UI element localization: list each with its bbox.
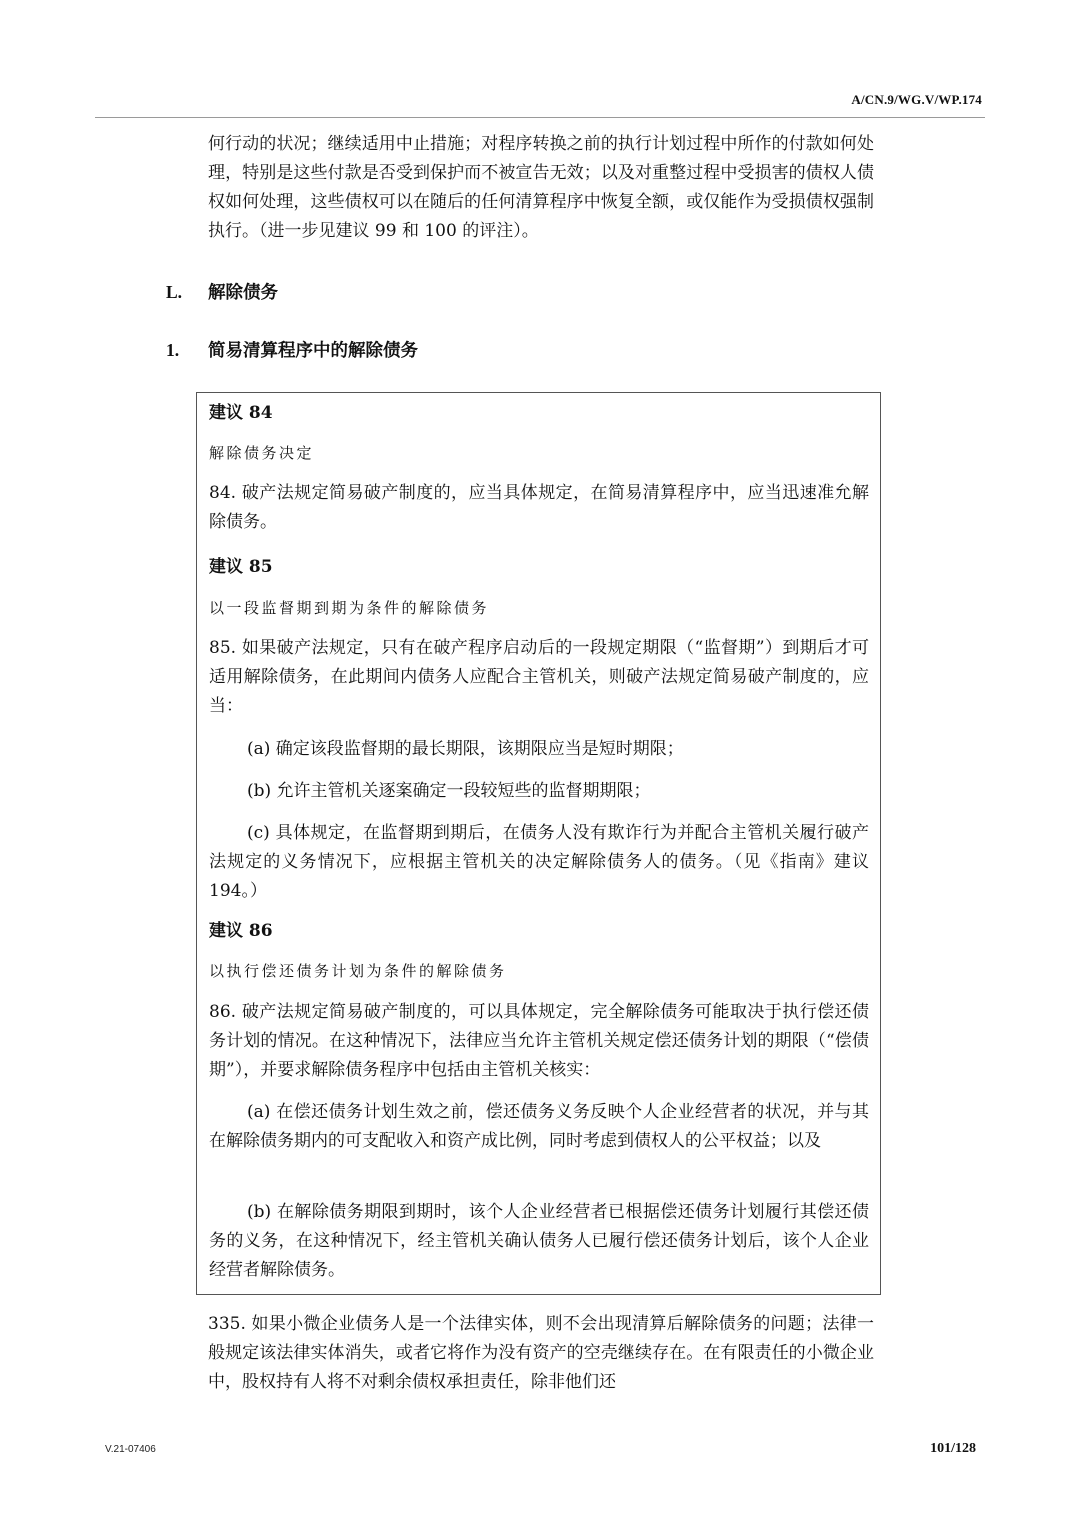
- rec-85-title: 建议 85: [209, 557, 273, 577]
- rec-85-item-b: (b) 允许主管机关逐案确定一段较短些的监督期期限；: [247, 781, 651, 801]
- paragraph-335: 335. 如果小微企业债务人是一个法律实体，则不会出现清算后解除债务的问题；法律一般规定该法律实体消失，或者它将作为没有资产的空壳继续存在。在有限责任的小微企业中，股权持有人将不对剩余债权承担责任，除非他们还: [208, 1314, 874, 1392]
- rec-84-subtitle: 解除债务决定: [209, 444, 315, 462]
- job-number: V.21-07406: [105, 1444, 156, 1455]
- intro-paragraph: 何行动的状况；继续适用中止措施；对程序转换之前的执行计划过程中所作的付款如何处理，特别是这些付款是否受到保护而不被宣告无效；以及对重整过程中受损害的债权人债权如何处理，这些债权可以在随后的任何清算程序中恢复全额，或仅能作为受损债权强制执行。（进一步见建议 99 和 100 的评注）。: [208, 134, 874, 241]
- rec-85-item-c: (c) 具体规定，在监督期到期后，在债务人没有欺诈行为并配合主管机关履行破产法规定的义务情况下，应根据主管机关的决定解除债务人的债务。（见《指南》建议 194。）: [209, 823, 869, 901]
- rec-84-title: 建议 84: [209, 403, 273, 423]
- section-heading-l: [166, 280, 278, 305]
- rec-86-item-b: (b) 在解除债务期限到期时，该个人企业经营者已根据偿还债务计划履行其偿还债务的义务，在这种情况下，经主管机关确认债务人已履行偿还债务计划后，该个人企业经营者解除债务。: [209, 1202, 869, 1280]
- recommendations-box: [196, 392, 881, 1295]
- rec-84-text: 84. 破产法规定简易破产制度的，应当具体规定，在简易清算程序中，应当迅速准允解除债务。: [209, 483, 869, 532]
- subsection-heading-1: [166, 338, 418, 363]
- rec-86-text: 86. 破产法规定简易破产制度的，可以具体规定，完全解除债务可能取决于执行偿还债务计划的情况。在这种情况下，法律应当允许主管机关规定偿还债务计划的期限（“偿债期”），并要求解除债务程序中包括由主管机关核实：: [209, 1002, 869, 1080]
- rec-86-subtitle: 以执行偿还债务计划为条件的解除债务: [209, 962, 507, 980]
- subsection-title: 简易清算程序中的解除债务: [208, 341, 418, 361]
- rec-85-subtitle: 以一段监督期到期为条件的解除债务: [209, 599, 490, 617]
- rec-85-text: 85. 如果破产法规定，只有在破产程序启动后的一段规定期限（“监督期”）到期后才可适用解除债务，在此期间内债务人应配合主管机关，则破产法规定简易破产制度的，应当：: [209, 638, 869, 716]
- header-divider: [95, 117, 985, 118]
- page-number: 101/128: [930, 1441, 976, 1456]
- document-symbol: A/CN.9/WG.V/WP.174: [851, 92, 982, 107]
- rec-86-item-a: (a) 在偿还债务计划生效之前，偿还债务义务反映个人企业经营者的状况，并与其在解除债务期内的可支配收入和资产成比例，同时考虑到债权人的公平权益；以及: [209, 1102, 869, 1151]
- subsection-number: 1.: [166, 340, 180, 360]
- rec-85-item-a: (a) 确定该段监督期的最长期限，该期限应当是短时期限；: [247, 739, 684, 759]
- section-number: L.: [166, 282, 183, 302]
- section-title: 解除债务: [208, 283, 278, 303]
- rec-86-title: 建议 86: [209, 921, 273, 941]
